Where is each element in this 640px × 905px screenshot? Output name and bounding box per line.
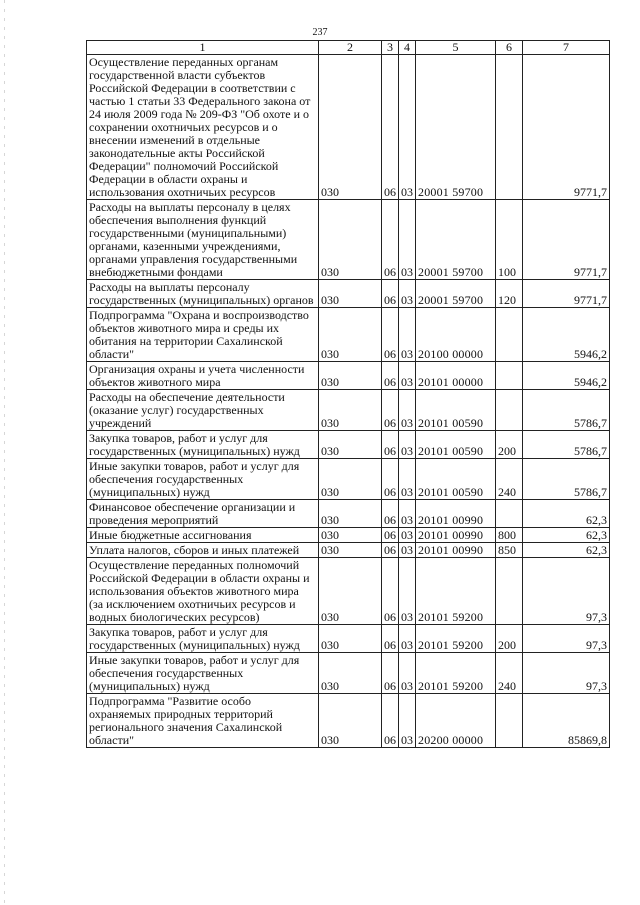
row-expense-type bbox=[496, 694, 523, 748]
row-subsection: 03 bbox=[399, 362, 416, 390]
row-amount: 62,3 bbox=[523, 500, 610, 528]
row-name: Иные бюджетные ассигнования bbox=[87, 528, 319, 543]
row-amount: 5946,2 bbox=[523, 308, 610, 362]
row-section: 06 bbox=[382, 308, 399, 362]
row-code: 030 bbox=[319, 390, 382, 431]
row-amount: 97,3 bbox=[523, 625, 610, 653]
row-code: 030 bbox=[319, 362, 382, 390]
table-row bbox=[87, 459, 610, 500]
row-subsection: 03 bbox=[399, 200, 416, 280]
row-target-article: 20101 00000 bbox=[416, 362, 496, 390]
row-target-article: 20101 00590 bbox=[416, 459, 496, 500]
row-section: 06 bbox=[382, 528, 399, 543]
table-row bbox=[87, 390, 610, 431]
row-name: Иные закупки товаров, работ и услуг для обеспечения государственных (муниципальных) нужд bbox=[87, 653, 319, 694]
row-section: 06 bbox=[382, 653, 399, 694]
row-code: 030 bbox=[319, 431, 382, 459]
column-header: 2 bbox=[319, 41, 382, 55]
row-target-article: 20001 59700 bbox=[416, 200, 496, 280]
row-name: Расходы на выплаты персоналу государственных (муниципальных) органов bbox=[87, 280, 319, 308]
table-row bbox=[87, 653, 610, 694]
row-code: 030 bbox=[319, 55, 382, 200]
table-row bbox=[87, 280, 610, 308]
row-code: 030 bbox=[319, 280, 382, 308]
row-target-article: 20101 00590 bbox=[416, 431, 496, 459]
column-header: 5 bbox=[416, 41, 496, 55]
row-target-article: 20100 00000 bbox=[416, 308, 496, 362]
row-expense-type: 120 bbox=[496, 280, 523, 308]
row-section: 06 bbox=[382, 362, 399, 390]
row-target-article: 20001 59700 bbox=[416, 280, 496, 308]
row-name: Расходы на обеспечение деятельности (оказание услуг) государственных учреждений bbox=[87, 390, 319, 431]
row-expense-type bbox=[496, 500, 523, 528]
row-expense-type: 100 bbox=[496, 200, 523, 280]
row-target-article: 20101 00990 bbox=[416, 528, 496, 543]
row-subsection: 03 bbox=[399, 543, 416, 558]
row-amount: 62,3 bbox=[523, 543, 610, 558]
row-target-article: 20200 00000 bbox=[416, 694, 496, 748]
row-target-article: 20101 00990 bbox=[416, 543, 496, 558]
row-name: Подпрограмма "Охрана и воспроизводство объектов животного мира и среды их обитания на территории Сахалинской области" bbox=[87, 308, 319, 362]
row-amount: 5786,7 bbox=[523, 459, 610, 500]
row-code: 030 bbox=[319, 653, 382, 694]
row-subsection: 03 bbox=[399, 390, 416, 431]
column-header: 7 bbox=[523, 41, 610, 55]
row-expense-type bbox=[496, 390, 523, 431]
row-expense-type bbox=[496, 362, 523, 390]
row-section: 06 bbox=[382, 558, 399, 625]
row-amount: 97,3 bbox=[523, 558, 610, 625]
table-row bbox=[87, 694, 610, 748]
row-code: 030 bbox=[319, 625, 382, 653]
table-row bbox=[87, 362, 610, 390]
row-expense-type: 850 bbox=[496, 543, 523, 558]
table-row bbox=[87, 500, 610, 528]
row-target-article: 20101 59200 bbox=[416, 653, 496, 694]
row-code: 030 bbox=[319, 694, 382, 748]
row-expense-type bbox=[496, 558, 523, 625]
table-row bbox=[87, 543, 610, 558]
row-subsection: 03 bbox=[399, 528, 416, 543]
page-number: 237 bbox=[312, 27, 328, 38]
table-row bbox=[87, 528, 610, 543]
row-subsection: 03 bbox=[399, 308, 416, 362]
row-subsection: 03 bbox=[399, 280, 416, 308]
row-section: 06 bbox=[382, 55, 399, 200]
table-row bbox=[87, 308, 610, 362]
row-subsection: 03 bbox=[399, 55, 416, 200]
row-target-article: 20101 00990 bbox=[416, 500, 496, 528]
row-code: 030 bbox=[319, 308, 382, 362]
row-subsection: 03 bbox=[399, 625, 416, 653]
row-amount: 5786,7 bbox=[523, 431, 610, 459]
table-row bbox=[87, 431, 610, 459]
row-name: Закупка товаров, работ и услуг для государственных (муниципальных) нужд bbox=[87, 625, 319, 653]
row-target-article: 20101 59200 bbox=[416, 625, 496, 653]
table-header-row bbox=[87, 41, 610, 55]
column-header: 1 bbox=[87, 41, 319, 55]
row-amount: 9771,7 bbox=[523, 280, 610, 308]
table-row bbox=[87, 55, 610, 200]
row-expense-type bbox=[496, 55, 523, 200]
row-amount: 85869,8 bbox=[523, 694, 610, 748]
row-name: Закупка товаров, работ и услуг для государственных (муниципальных) нужд bbox=[87, 431, 319, 459]
row-code: 030 bbox=[319, 543, 382, 558]
row-amount: 62,3 bbox=[523, 528, 610, 543]
column-header: 6 bbox=[496, 41, 523, 55]
row-subsection: 03 bbox=[399, 459, 416, 500]
row-expense-type: 240 bbox=[496, 653, 523, 694]
table-row bbox=[87, 625, 610, 653]
row-name: Подпрограмма "Развитие особо охраняемых природных территорий регионального значения Сахалинской области" bbox=[87, 694, 319, 748]
column-header: 4 bbox=[399, 41, 416, 55]
row-name: Финансовое обеспечение организации и проведения мероприятий bbox=[87, 500, 319, 528]
row-section: 06 bbox=[382, 543, 399, 558]
row-subsection: 03 bbox=[399, 694, 416, 748]
row-name: Иные закупки товаров, работ и услуг для обеспечения государственных (муниципальных) нужд bbox=[87, 459, 319, 500]
row-section: 06 bbox=[382, 390, 399, 431]
scan-edge-marks bbox=[4, 0, 5, 905]
table-row bbox=[87, 200, 610, 280]
row-subsection: 03 bbox=[399, 500, 416, 528]
row-code: 030 bbox=[319, 500, 382, 528]
row-section: 06 bbox=[382, 459, 399, 500]
row-code: 030 bbox=[319, 558, 382, 625]
row-code: 030 bbox=[319, 459, 382, 500]
row-expense-type: 240 bbox=[496, 459, 523, 500]
row-subsection: 03 bbox=[399, 558, 416, 625]
row-target-article: 20001 59700 bbox=[416, 55, 496, 200]
row-name: Осуществление переданных органам государственной власти субъектов Российской Федерации в соответствии с частью 1 статьи 33 Федерального закона от 24 июля 2009 года № 209-ФЗ "Об охоте и о сохранении охотничьих ресурсов и о внесении изменений в отдельные законодательные акты Российской Федерации" полномочий Российской Федерации в области охраны и использования охотничьих ресурсов bbox=[87, 55, 319, 200]
row-section: 06 bbox=[382, 200, 399, 280]
row-target-article: 20101 59200 bbox=[416, 558, 496, 625]
row-name: Уплата налогов, сборов и иных платежей bbox=[87, 543, 319, 558]
row-section: 06 bbox=[382, 500, 399, 528]
row-amount: 9771,7 bbox=[523, 55, 610, 200]
row-amount: 5786,7 bbox=[523, 390, 610, 431]
row-amount: 5946,2 bbox=[523, 362, 610, 390]
row-amount: 97,3 bbox=[523, 653, 610, 694]
column-header: 3 bbox=[382, 41, 399, 55]
row-name: Организация охраны и учета численности объектов животного мира bbox=[87, 362, 319, 390]
row-subsection: 03 bbox=[399, 653, 416, 694]
row-expense-type: 200 bbox=[496, 625, 523, 653]
row-section: 06 bbox=[382, 431, 399, 459]
row-name: Расходы на выплаты персоналу в целях обеспечения выполнения функций государственными (муниципальными) органами, казенными учреждениями, органами управления государственными внебюджетными фондами bbox=[87, 200, 319, 280]
row-amount: 9771,7 bbox=[523, 200, 610, 280]
row-subsection: 03 bbox=[399, 431, 416, 459]
table-row bbox=[87, 558, 610, 625]
row-section: 06 bbox=[382, 694, 399, 748]
row-target-article: 20101 00590 bbox=[416, 390, 496, 431]
row-code: 030 bbox=[319, 528, 382, 543]
row-name: Осуществление переданных полномочий Российской Федерации в области охраны и использования объектов животного мира (за исключением охотничьих ресурсов и водных биологических ресурсов) bbox=[87, 558, 319, 625]
row-expense-type: 200 bbox=[496, 431, 523, 459]
row-section: 06 bbox=[382, 280, 399, 308]
row-expense-type: 800 bbox=[496, 528, 523, 543]
budget-table bbox=[86, 40, 610, 748]
row-code: 030 bbox=[319, 200, 382, 280]
row-section: 06 bbox=[382, 625, 399, 653]
row-expense-type bbox=[496, 308, 523, 362]
